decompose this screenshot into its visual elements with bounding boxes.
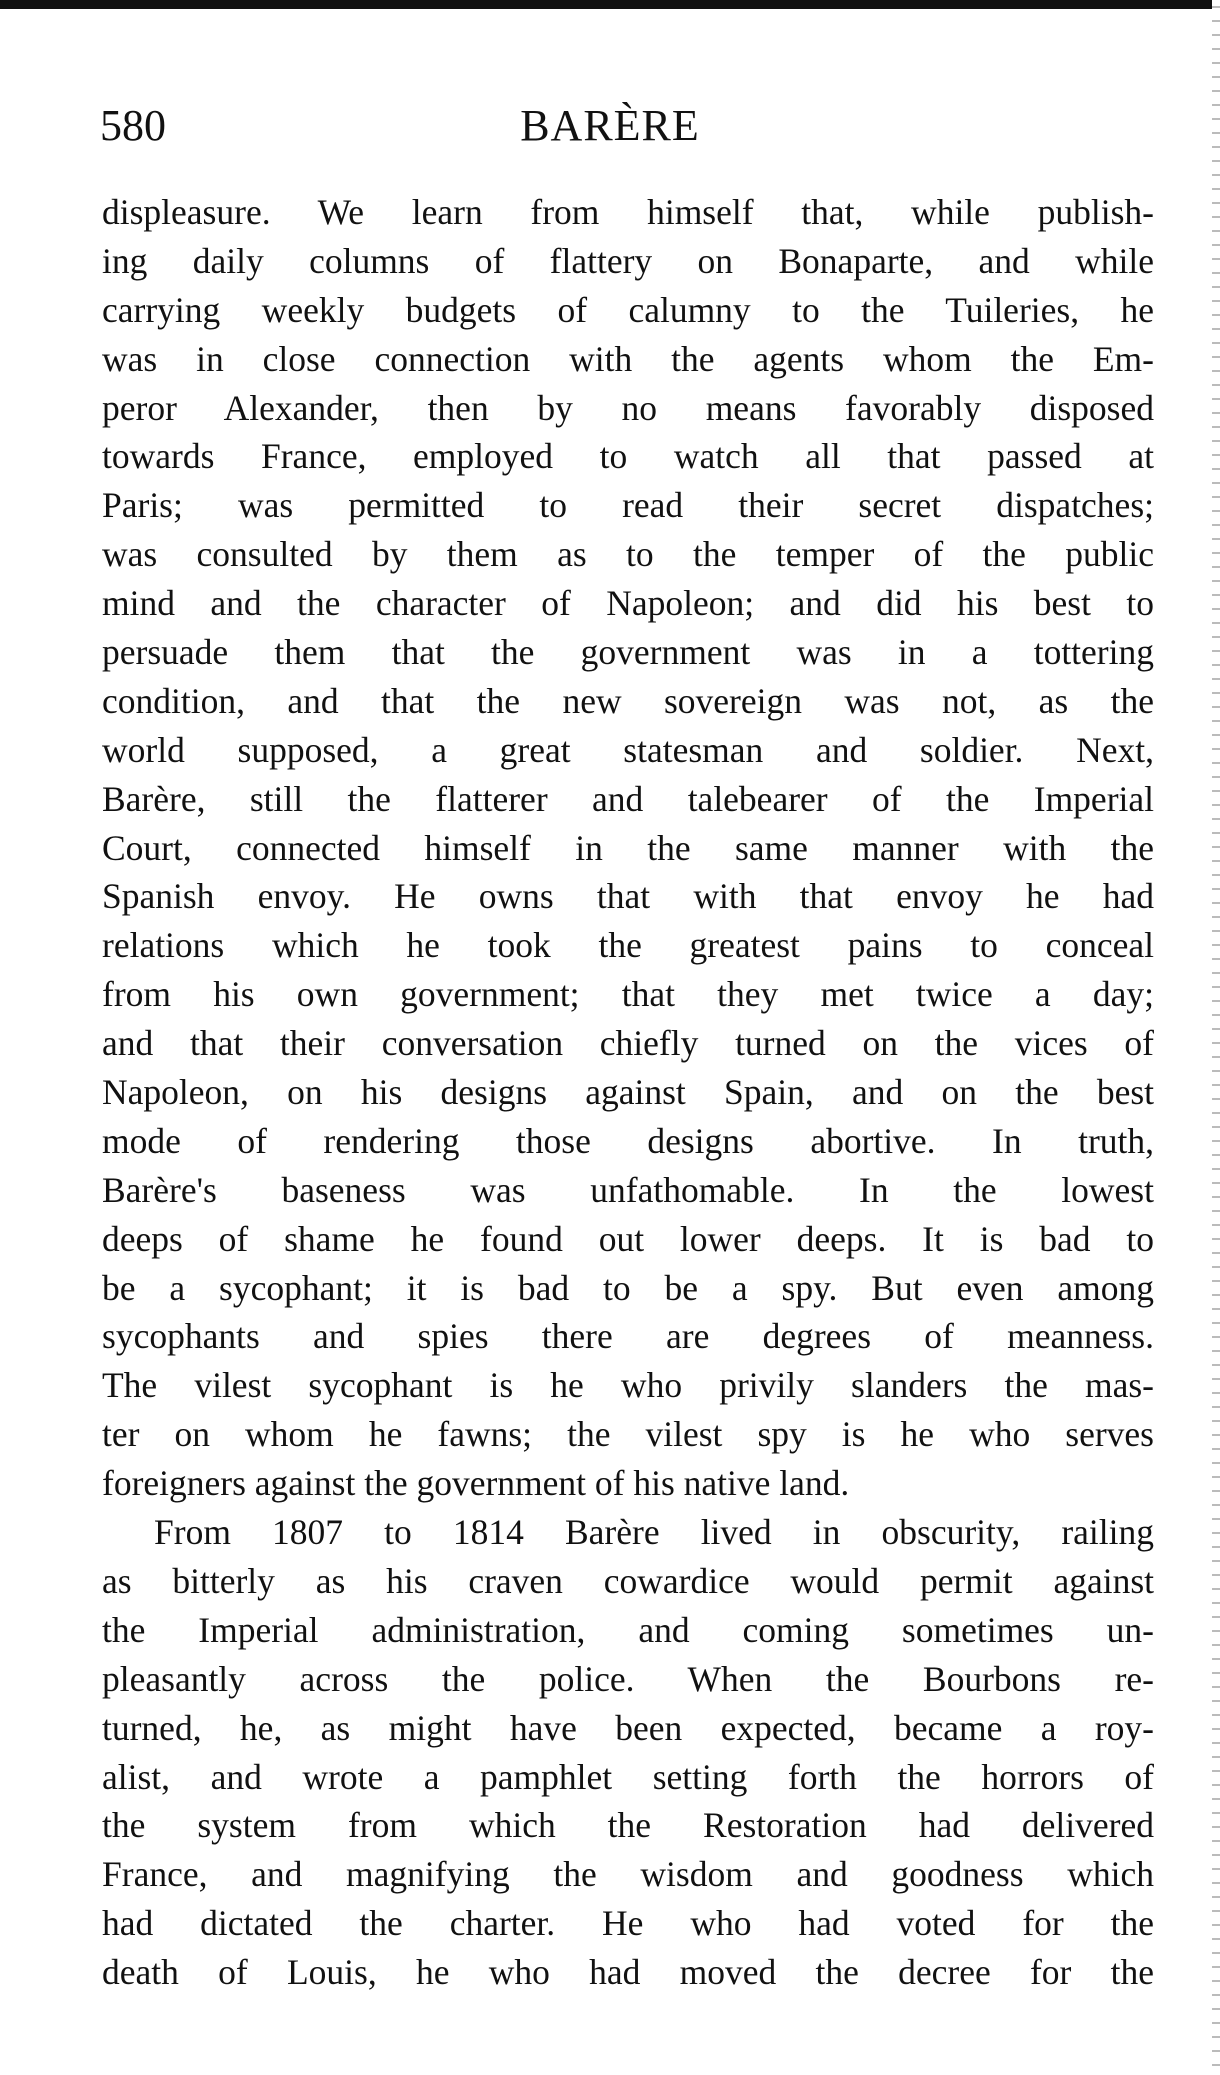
text-line: Napoleon, on his designs against Spain, and on the best [102,1072,1154,1113]
text-line: condition, and that the new sovereign was not, as the [102,680,1154,721]
text-line: and that their conversation chiefly turned on the vices of [102,1023,1154,1064]
text-line: From 1807 to 1814 Barère lived in obscurity, railing [154,1512,1154,1553]
text-line: was in close connection with the agents whom the Em- [102,338,1154,379]
text-line: France, and magnifying the wisdom and goodness which [102,1854,1154,1895]
text-line: deeps of shame he found out lower deeps. It is bad to [102,1218,1154,1259]
text-line: Court, connected himself in the same manner with the [102,827,1154,868]
text-line: world supposed, a great statesman and soldier. Next, [102,729,1154,770]
text-line: sycophants and spies there are degrees of meanness. [102,1316,1154,1357]
text-line: ter on whom he fawns; the vilest spy is he who serves [102,1414,1154,1455]
text-line: towards France, employed to watch all that passed at [102,436,1154,477]
text-line: Barère, still the flatterer and talebearer of the Imperial [102,778,1154,819]
scan-top-border [0,0,1220,9]
text-line: Barère's baseness was unfathomable. In the lowest [102,1169,1154,1210]
running-title: BARÈRE [520,101,700,150]
text-line: was consulted by them as to the temper of the public [102,534,1154,575]
scan-right-edge [1212,0,1220,2075]
text-line: Spanish envoy. He owns that with that envoy he had [102,876,1154,917]
text-line: alist, and wrote a pamphlet setting forth the horrors of [102,1756,1154,1797]
text-line: pleasantly across the police. When the Bourbons re- [102,1658,1154,1699]
text-line: mode of rendering those designs abortive. In truth, [102,1120,1154,1161]
text-line: Paris; was permitted to read their secret dispatches; [102,485,1154,526]
text-line: as bitterly as his craven cowardice would permit against [102,1560,1154,1601]
text-line: displeasure. We learn from himself that, while publish- [102,192,1154,232]
page-body-text [102,188,1154,1997]
text-line: carrying weekly budgets of calumny to the Tuileries, he [102,289,1154,330]
text-line: foreigners against the government of his native land. [102,1463,850,1504]
text-line: the Imperial administration, and coming sometimes un- [102,1609,1154,1650]
text-line: from his own government; that they met twice a day; [102,974,1154,1015]
text-line: mind and the character of Napoleon; and did his best to [102,583,1154,624]
text-line: ing daily columns of flattery on Bonaparte, and while [102,240,1154,281]
text-line: turned, he, as might have been expected, became a roy- [102,1707,1154,1748]
text-line: The vilest sycophant is he who privily slanders the mas- [102,1365,1154,1406]
page-number: 580 [100,101,166,150]
text-line: death of Louis, he who had moved the decree for the [102,1952,1154,1993]
text-line: peror Alexander, then by no means favorably disposed [102,387,1154,428]
text-line: the system from which the Restoration had delivered [102,1805,1154,1846]
text-line: persuade them that the government was in a tottering [102,632,1154,673]
text-line: be a sycophant; it is bad to be a spy. But even among [102,1267,1154,1308]
text-line: relations which he took the greatest pains to conceal [102,925,1154,966]
text-line: had dictated the charter. He who had voted for the [102,1903,1154,1944]
